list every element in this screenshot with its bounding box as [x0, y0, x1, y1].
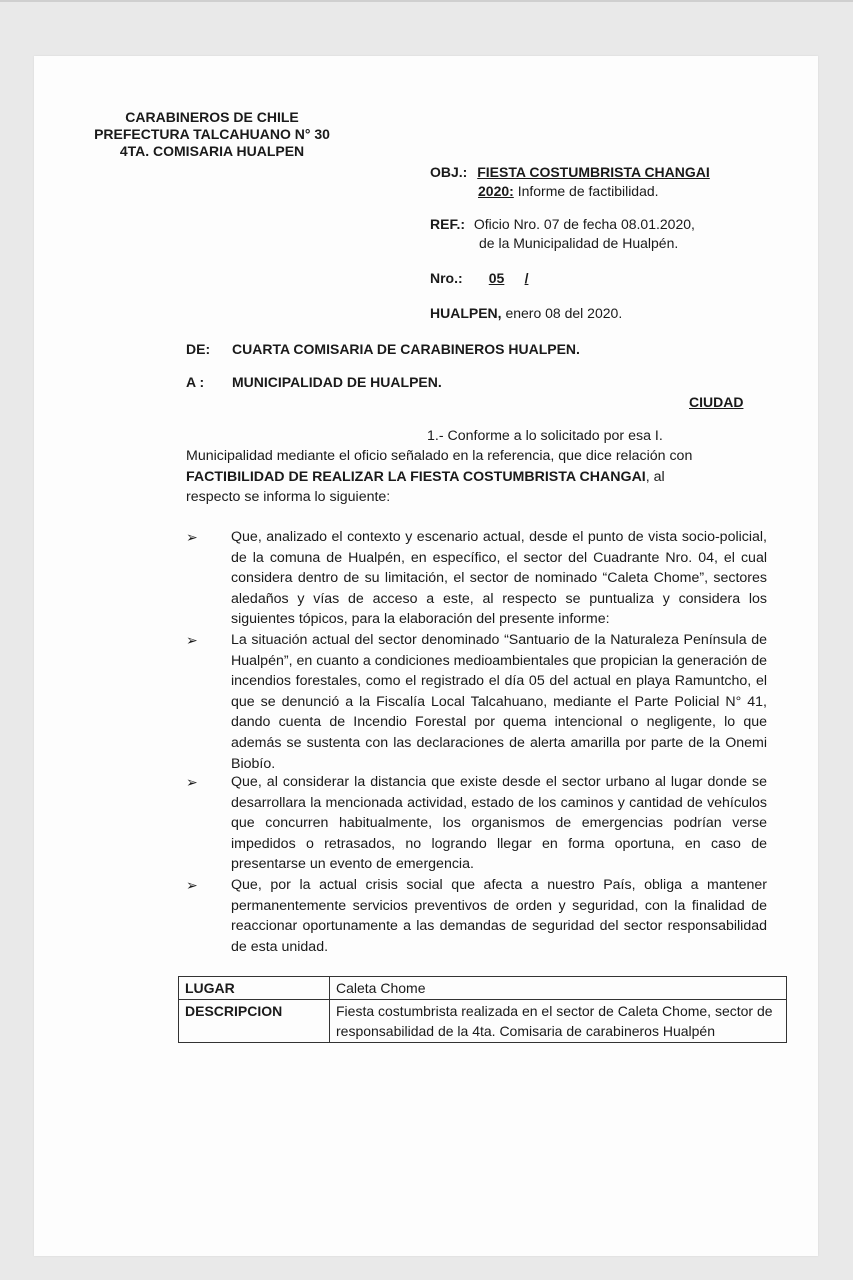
reference-line1: Oficio Nro. 07 de fecha 08.01.2020,	[473, 216, 695, 232]
subject-label: OBJ.:	[430, 164, 468, 180]
to-label: A :	[186, 374, 205, 390]
number-label: Nro.:	[430, 270, 463, 286]
number-slash: /	[524, 270, 529, 286]
intro-line3	[186, 467, 665, 488]
table-row	[179, 977, 787, 1000]
from-value: CUARTA COMISARIA DE CARABINEROS HUALPEN.	[232, 341, 580, 357]
subject-block	[430, 162, 710, 182]
reference-line2: de la Municipalidad de Hualpén.	[479, 235, 679, 251]
reference-block	[430, 214, 695, 234]
bullet-arrow-icon: ➢	[186, 632, 198, 648]
table-row	[179, 1000, 787, 1043]
letterhead-institution: CARABINEROS DE CHILE	[125, 109, 299, 125]
date-text: enero 08 del 2020.	[505, 305, 623, 321]
subject-title: FIESTA COSTUMBRISTA CHANGAI	[477, 164, 710, 180]
number-block	[430, 268, 533, 288]
letterhead	[82, 109, 342, 160]
info-table	[178, 976, 787, 1043]
document-page	[34, 56, 818, 1256]
number-value: 05	[488, 270, 505, 286]
bullet-arrow-icon: ➢	[186, 529, 198, 545]
intro-line4: respecto se informa lo siguiente:	[186, 489, 391, 505]
table-value-description: Fiesta costumbrista realizada en el sector de Caleta Chome, sector de responsabilidad de la 4ta. Comisaria de carabineros Hualpén	[330, 1000, 787, 1043]
letterhead-prefecture: PREFECTURA TALCAHUANO N° 30	[94, 126, 330, 142]
intro-line3-end: , al	[645, 469, 665, 485]
bullet-arrow-icon: ➢	[186, 877, 198, 893]
intro-line1: 1.- Conforme a lo solicitado por esa I.	[427, 428, 663, 444]
bullet-item-4: Que, por la actual crisis social que afecta a nuestro País, obliga a mantener permanentemente servicios preventivos de orden y seguridad, con la finalidad de reaccionar oportunamente a las demandas de seguridad del sector responsabilidad de esta unidad.	[231, 877, 767, 955]
bullet-arrow-icon: ➢	[186, 774, 198, 790]
letterhead-commissary: 4TA. COMISARIA HUALPEN	[119, 143, 305, 159]
table-key-description: DESCRIPCION	[179, 1000, 330, 1043]
bullet-item-1: Que, analizado el contexto y escenario actual, desde el punto de vista socio-policial, de la comuna de Hualpén, en específico, el sector del Cuadrante Nro. 04, el cual considera dentro de su limitación, el sector de nominado “Caleta Chome”, sectores aledaños y vías de acceso a este, al respecto se puntualiza y considera los siguientes tópicos, para la elaboración del presente informe:	[231, 529, 767, 628]
subject-year: 2020:	[478, 183, 514, 199]
reference-label: REF.:	[430, 216, 465, 232]
window-top-edge	[0, 0, 853, 2]
bullet-item-3: Que, al considerar la distancia que existe desde el sector urbano al lugar donde se desarrollara la mencionada actividad, estado de los caminos y cantidad de vehículos que concurren habitualmente, los organismos de emergencias podrían verse impedidos o retrasados, no logrando llegar en forma oportuna, en caso de presentarse un evento de emergencia.	[231, 774, 767, 873]
to-value: MUNICIPALIDAD DE HUALPEN.	[232, 374, 442, 390]
intro-event-name: FACTIBILIDAD DE REALIZAR LA FIESTA COSTUMBRISTA CHANGAI	[186, 469, 646, 485]
intro-line2: Municipalidad mediante el oficio señalado en la referencia, que dice relación con	[186, 448, 693, 464]
city-label: CIUDAD	[689, 394, 744, 410]
bullet-item-2: La situación actual del sector denominado “Santuario de la Naturaleza Península de Hualpén”, en cuanto a condiciones medioambientales que propician la generación de incendios forestales, como el registrado el día 05 del actual en playa Ramuntcho, el que se denunció a la Fiscalía Local Talcahuano, mediante el Parte Policial N° 41, dando cuenta de Incendio Forestal por quema intencional o negligente, lo que además se sustenta con las declaraciones de alerta amarilla por parte de la Onemi Biobío.	[231, 632, 767, 772]
table-key-place: LUGAR	[179, 977, 330, 1000]
subject-block-line2	[478, 181, 659, 201]
subject-description: Informe de factibilidad.	[517, 183, 659, 199]
table-value-place: Caleta Chome	[330, 977, 787, 1000]
from-label: DE:	[186, 341, 211, 357]
date-line	[430, 303, 622, 323]
date-place: HUALPEN,	[430, 305, 502, 321]
